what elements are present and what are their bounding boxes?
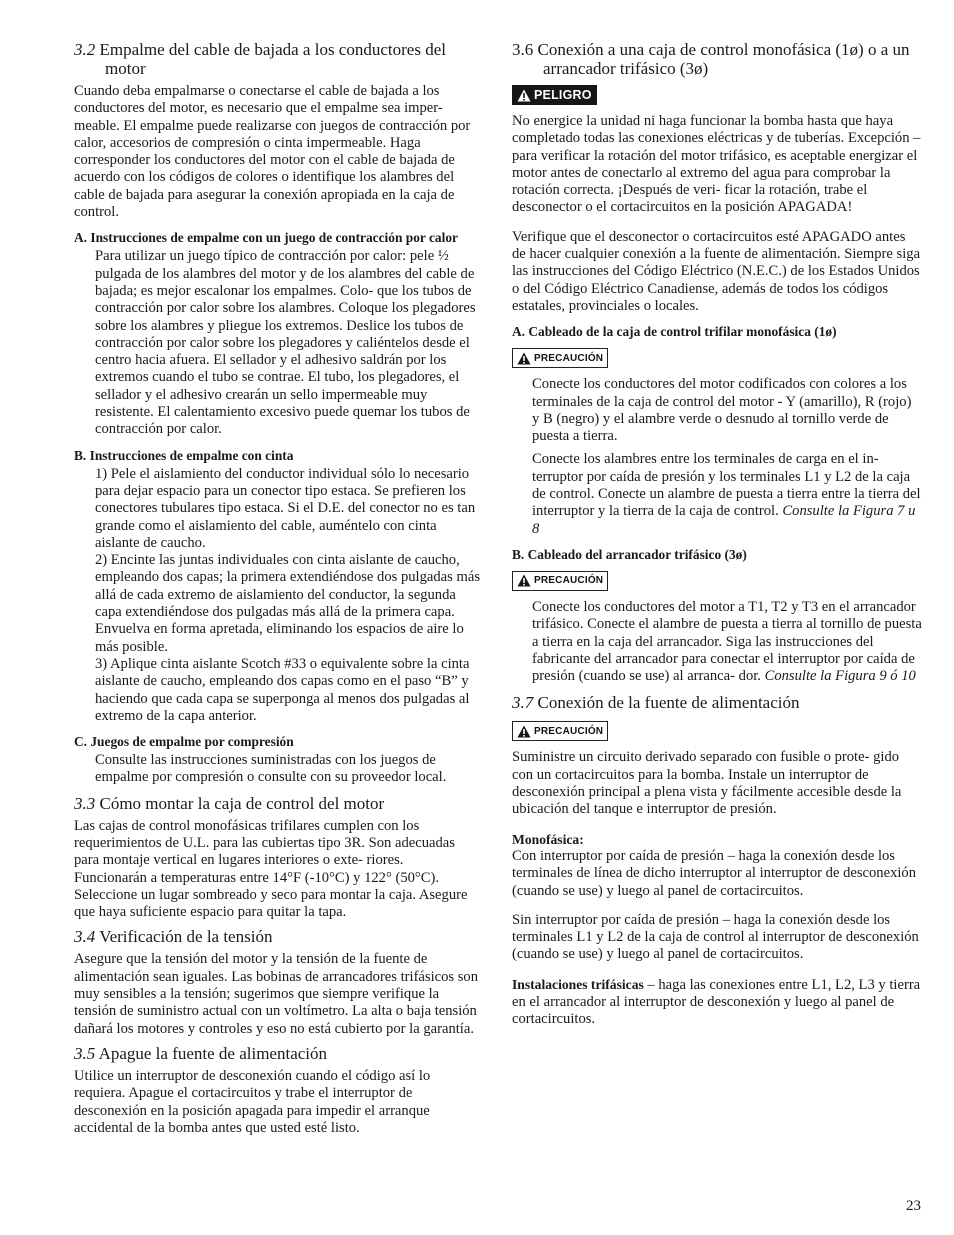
subsection-3-6-a-text-1: Conecte los conductores del motor codificados con colores a los terminales de la caja de control del motor - Y (amarillo), R (rojo) y B (negro) y el alambre verde o desnudo al tornillo verde de puesta a tierra. bbox=[532, 376, 912, 445]
subsection-3-6-b-text: Conecte los conductores del motor a T1, T2 y T3 en el arrancador trifásico. Conecte el alambre de puesta a tierra al tornillo de puesta a tierra en la caja del arrancador. Siga las instrucciones del fabricante del arrancador para conectar el interruptor por caída de presión (cuando se use) al arranca- dor. Consulte la Figura 9 ó 10 bbox=[532, 598, 922, 685]
left-column bbox=[74, 40, 480, 1143]
subsection-b-step-1: 1) Pele el aislamiento del conductor individual sólo lo necesario para dejar espacio para un conector tipo estaca. Se prefieren los conectores tubulares tipo estaca. Si el D.E. del conector no es tan grande como el aislamiento del cable, auméntelo con cinta aislante de caucho. bbox=[95, 465, 476, 551]
section-3-2-body: Cuando deba empalmarse o conectarse el cable de bajada a los conductores del motor, es necesario que el empalme sea imper-meable. El empalme puede realizarse con juegos de contracción por calor, accesorios de compresión o cinta impermeable. Haga corresponder los conductores del motor con el cable de bajada de acuerdo con los códigos de colores o identifique los alambres del cable de bajada para asegurar la conexión apropiada en la caja de control. bbox=[74, 83, 471, 221]
monofasica-label: Monofásica: bbox=[512, 831, 584, 847]
warning-triangle-icon bbox=[517, 89, 531, 102]
caution-badge-a: PRECAUCIÓN bbox=[512, 348, 608, 368]
figure-reference: Consulte la Figura 7 u 8 bbox=[532, 503, 916, 537]
subsection-b-title: B. Instrucciones de empalme con cinta bbox=[74, 447, 294, 463]
trifasicas-text: Instalaciones trifásicas – haga las conexiones entre L1, L2, L3 y tierra en el arrancador al interruptor de desconexión y luego al panel de cortacircuitos. bbox=[512, 976, 921, 1028]
section-3-4-body: Asegure que la tensión del motor y la tensión de la fuente de alimentación sean iguales. Las bobinas de arrancadores trifásicos son muy sensibles a la tensión; sugerimos que siempre verifique la tensión de suministro actual con un voltímetro. La alta o baja tensión dañará los motores y controles y eso no está cubierto por la garantía. bbox=[74, 951, 479, 1037]
danger-badge: PELIGRO bbox=[512, 85, 597, 105]
subsection-a-body: Para utilizar un juego típico de contracción por calor: pele ½ pulgada de los alambres del motor y de los alambres del cable de bajada; es mejor escalonar los empalmes. Colo- que los tubos de contracción por calor sobre los alambres. Coloque los plegadores sobre los alambres y pliegue los extremos. Deslice los tubos de contracción por calor sobre los plegadores y caliéntelos desde el centro hacia afuera. El sellador y el adhesivo saldrán por los extremos cuando el tubo se contrae. El tubo, los plegadores, el sellador y el adhesivo crearán un sello impermeable muy resistente. El calentamiento excesivo puede quemar los tubos de contracción por calor. bbox=[95, 248, 476, 438]
warning-triangle-icon bbox=[517, 352, 531, 365]
section-3-6-title: 3.6 Conexión a una caja de control monofásica (1ø) o a un arrancador trifásico (3ø) bbox=[512, 40, 910, 78]
subsection-b-step-2: 2) Encinte las juntas individuales con cinta aislante de caucho, empleando dos capas; la primera extendiéndose dos pulgadas más allá de cada extremo de aislamiento del conductor, la segunda capa extendiéndose dos pulgadas más allá de la primera capa. Envuelva en forma apretada, eliminando los espacios de aire lo más posible. bbox=[95, 552, 480, 655]
monofasica-text-2: Sin interruptor por caída de presión – haga la conexión desde los terminales L1 y L2 de la caja de control al interruptor de desconexión (cuando se use) y luego al panel de cortacircuitos. bbox=[512, 911, 919, 963]
section-3-7-title: 3.7 Conexión de la fuente de alimentación bbox=[512, 693, 800, 713]
subsection-a-title: A. Instrucciones de empalme con un juego de contracción por calor bbox=[74, 230, 458, 246]
page-number: 23 bbox=[906, 1198, 921, 1214]
section-3-4-title: 3.4 Verificación de la tensión bbox=[74, 927, 273, 947]
monofasica-text-1: Con interruptor por caída de presión – haga la conexión desde los terminales de línea de dicho interruptor al interruptor de desconexión (cuando se use) y luego al panel de cortacircuitos. bbox=[512, 847, 917, 899]
figure-reference: Consulte la Figura 9 ó 10 bbox=[764, 668, 916, 685]
section-3-5-body: Utilice un interruptor de desconexión cuando el código así lo requiera. Apague el cortacircuitos y trabe el interruptor de desconexión en la posición apagada para impedir el arranque accidental de la bomba antes que usted esté listo. bbox=[74, 1067, 431, 1136]
section-3-6-text: Verifique que el desconector o cortacircuitos esté APAGADO antes de hacer cualquier conexión a la fuente de alimentación. Siempre siga las instrucciones del Código Eléctrico (N.E.C.) de los Estados Unidos o del Código Eléctrico Canadiense, además de todos los códigos estatales, provinciales o locales. bbox=[512, 228, 921, 314]
section-3-3-title: 3.3 Cómo montar la caja de control del motor bbox=[74, 793, 385, 813]
subsection-c-title: C. Juegos de empalme por compresión bbox=[74, 734, 294, 750]
subsection-3-6-a-title: A. Cableado de la caja de control trifilar monofásica (1ø) bbox=[512, 324, 837, 340]
section-3-3-body: Las cajas de control monofásicas trifilares cumplen con los requerimientos de U.L. para las cubiertas tipo 3R. Son adecuadas para montaje vertical en lugares interiores o exte- riores. Funcionarán a temperaturas entre 14°F (-10°C) y 122° (50°C). Seleccione un lugar sombreado y seco para montar la caja. Asegure que haya suficiente espacio para quitar la tapa. bbox=[74, 817, 468, 921]
right-column bbox=[512, 40, 922, 1035]
section-3-7-text: Suministre un circuito derivado separado con fusible o prote- gido con un cortacircuitos para la bomba. Instale un interruptor de desconexión principal a plena vista y fácilmente accesible desde la ubicación del tanque e interruptor de presión. bbox=[512, 749, 902, 818]
warning-triangle-icon bbox=[517, 725, 531, 738]
section-3-2-title: 3.2 Empalme del cable de bajada a los conductores del motor bbox=[74, 40, 446, 78]
section-3-6-danger-text: No energice la unidad ni haga funcionar la bomba hasta que haya completado todas las conexiones eléctricas y de tuberías. Excepción – para verificar la rotación del motor trifásico, es aceptable energizar el motor antes de conectarlo al extremo del agua para comprobar la rotación correcta. ¡Después de veri- ficar la rotación, trabe el desconector o el cortacircuitos en la posición APAGADA! bbox=[512, 113, 921, 216]
caution-badge-b: PRECAUCIÓN bbox=[512, 571, 608, 591]
section-3-5-title: 3.5 Apague la fuente de alimentación bbox=[74, 1043, 328, 1063]
subsection-b-step-3: 3) Aplique cinta aislante Scotch #33 o equivalente sobre la cinta aislante de caucho, empleando dos capas como en el paso “B” y haciendo que cada capa se superponga al menos dos pulgadas al extremo de la capa anterior. bbox=[95, 655, 470, 724]
subsection-c-body: Consulte las instrucciones suministradas con los juegos de empalme por compresión o consulte con su proveedor local. bbox=[95, 752, 447, 786]
caution-badge-3-7: PRECAUCIÓN bbox=[512, 721, 608, 741]
warning-triangle-icon bbox=[517, 574, 531, 587]
subsection-3-6-a-text-2: Conecte los alambres entre los terminales de carga en el in- terruptor por caída de presión y los terminales L1 y L2 de la caja de control. Conecte un alambre de puesta a tierra entre la tierra del interruptor y la tierra de la caja de control. Consulte la Figura 7 u 8 bbox=[532, 451, 921, 537]
subsection-3-6-b-title: B. Cableado del arrancador trifásico (3ø) bbox=[512, 546, 747, 562]
